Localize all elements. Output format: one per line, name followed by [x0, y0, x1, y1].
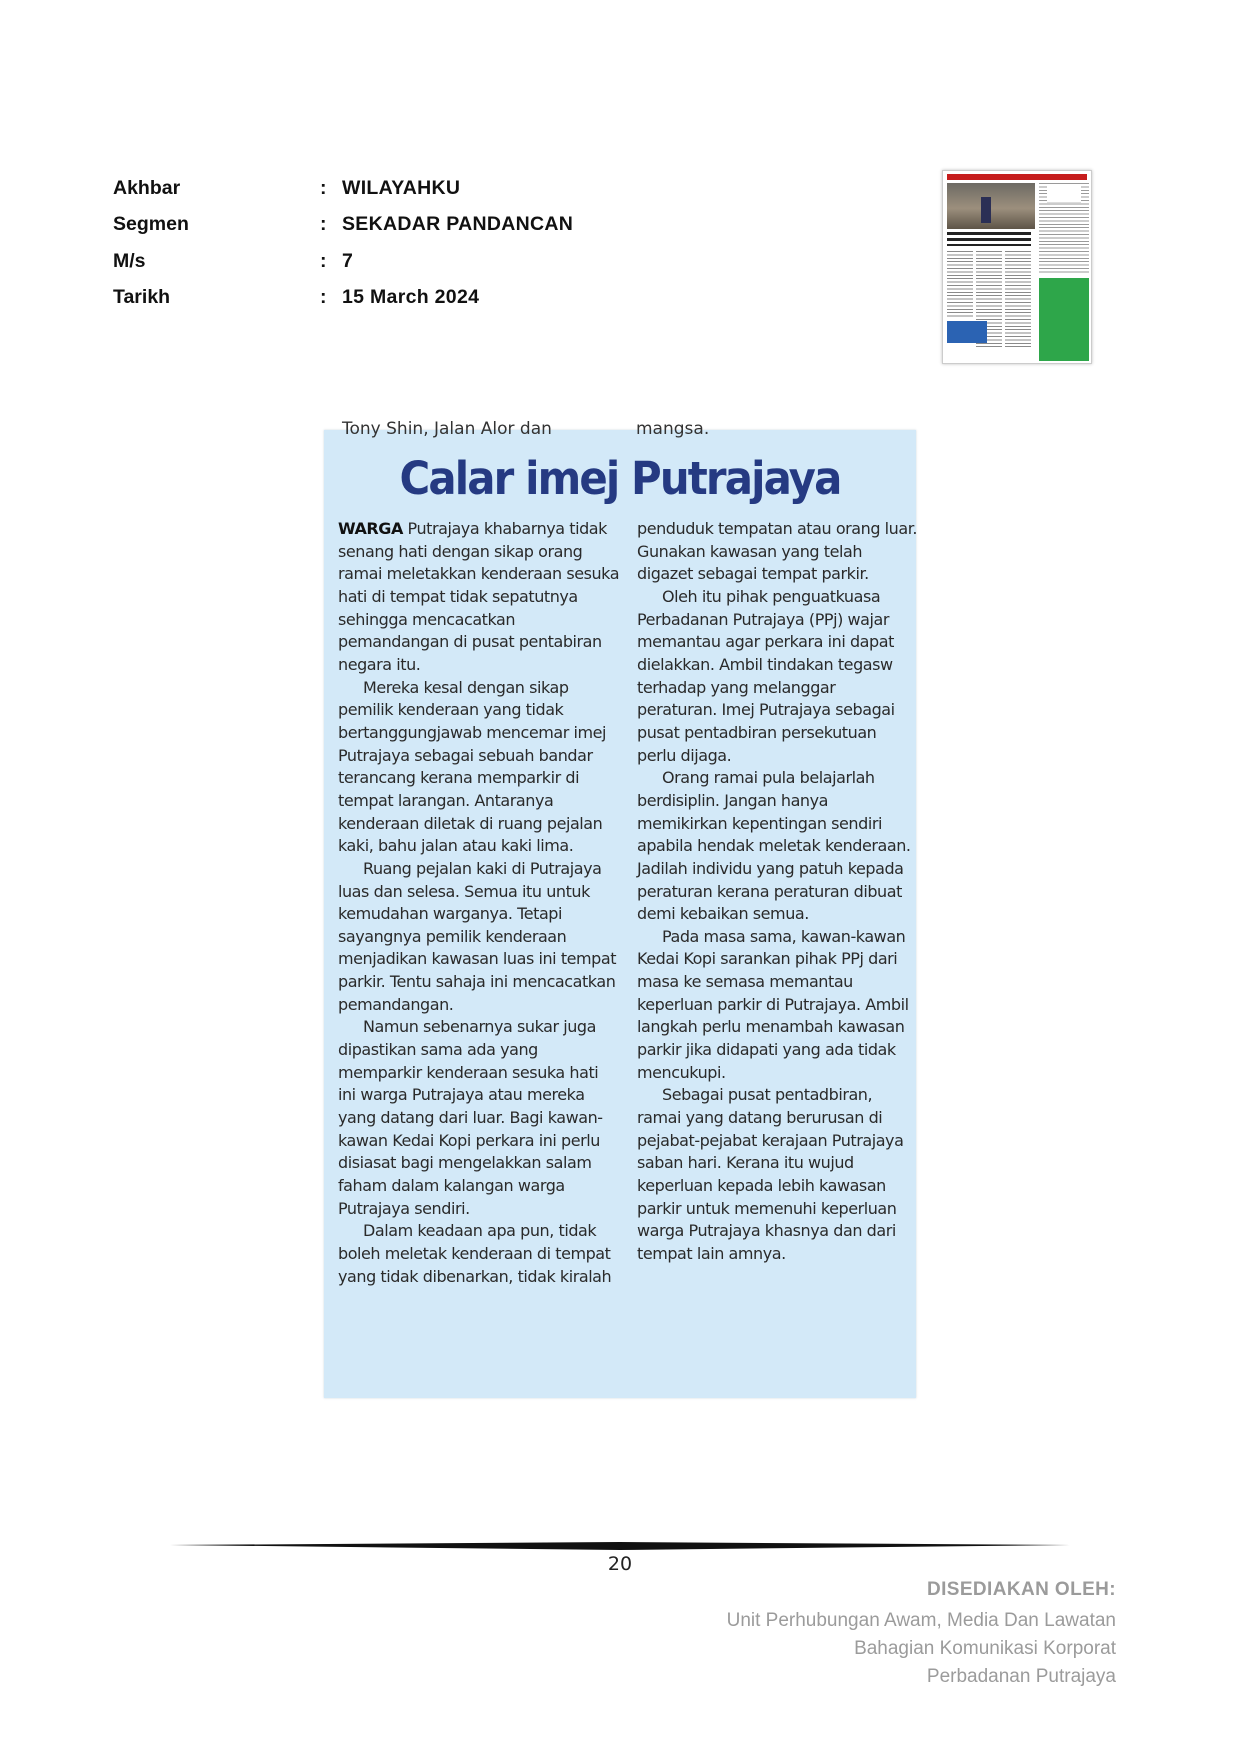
footer-divider-line [170, 1542, 1070, 1550]
prepared-by-title: DISEDIAKAN OLEH: [926, 1579, 1116, 1600]
cut-off-text-right: mangsa. [636, 419, 710, 439]
prepared-by-line: Unit Perhubungan Awam, Media Dan Lawatan [726, 1610, 1116, 1631]
thumbnail-text-column [947, 251, 973, 317]
thumbnail-masthead [947, 174, 1087, 180]
thumbnail-headline [947, 232, 1031, 246]
thumbnail-photo [947, 183, 1035, 229]
meta-label: Segmen [113, 213, 189, 236]
article-paragraph: Orang ramai pula belajarlah berdisiplin. Jangan hanya memikirkan kepentingan sendiri apabila hendak meletak kenderaan. Jadilah individu yang patuh kepada peraturan kerana peraturan dibuat demi kebaikan semua. [637, 768, 911, 924]
article-headline: Calar imej Putrajaya [399, 452, 841, 505]
meta-colon: : [320, 286, 327, 309]
thumbnail-green-panel [1039, 278, 1089, 361]
meta-value: 7 [342, 249, 354, 272]
article-paragraph: Oleh itu pihak penguatkuasa Perbadanan Putrajaya (PPj) wajar memantau agar perkara ini dapat dielakkan. Ambil tindakan tegasw terhadap yang melanggar peraturan. Imej Putrajaya sebagai pusat pentadbiran persekutuan perlu dijaga. [637, 586, 895, 765]
prepared-by-line: Perbadanan Putrajaya [926, 1666, 1116, 1687]
meta-label: M/s [113, 249, 146, 272]
meta-label: Tarikh [113, 286, 171, 309]
newspaper-clipping [324, 419, 918, 1398]
cut-off-text-left: Tony Shin, Jalan Alor dan [342, 419, 552, 439]
meta-row-segmen [113, 207, 573, 244]
meta-row-tarikh [113, 280, 573, 317]
article-paragraph: Ruang pejalan kaki di Putrajaya luas dan selesa. Semua itu untuk kemudahan warganya. Tetapi sayangnya pemilik kenderaan menjadikan kawasan luas ini tempat parkir. Tentu sahaja ini mencacatkan pemandangan. [338, 858, 617, 1014]
prepared-by-block [727, 1579, 1116, 1691]
article-column-left [338, 518, 620, 1288]
thumbnail-advert [947, 321, 987, 343]
footer-divider [170, 1542, 1070, 1550]
meta-row-ms [113, 243, 573, 280]
thumbnail-logo [1047, 184, 1081, 203]
article-paragraph: Namun sebenarnya sukar juga dipastikan sama ada yang memparkir kenderaan sesuka hati ini warga Putrajaya atau mereka yang datang dari luar. Bagi kawan-kawan Kedai Kopi perkara ini perlu disiasat bagi mengelakkan salam faham dalam kalangan warga Putrajaya sendiri. [338, 1017, 603, 1218]
clipping-metadata [113, 170, 573, 316]
meta-value: WILAYAHKU [342, 176, 461, 199]
article-paragraph: Sebagai pusat pentadbiran, ramai yang datang berurusan di pejabat-pejabat kerajaan Putrajaya saban hari. Kerana itu wujud keperluan kepada lebih kawasan parkir untuk memenuhi keperluan warga Putrajaya khasnya dan dari tempat lain amnya. [637, 1085, 904, 1263]
newspaper-page-thumbnail [942, 170, 1092, 364]
thumbnail-text-column [1005, 251, 1031, 349]
article-column-right [637, 518, 919, 1266]
meta-colon: : [320, 213, 327, 236]
meta-colon: : [320, 249, 327, 272]
article-paragraph: Dalam keadaan apa pun, tidak boleh meletak kenderaan di tempat yang tidak dibenarkan, tidak kiralah [338, 1221, 612, 1286]
meta-row-akhbar [113, 170, 573, 207]
article-paragraph: penduduk tempatan atau orang luar. Gunakan kawasan yang telah digazet sebagai tempat parkir. [637, 519, 918, 584]
meta-label: Akhbar [113, 176, 181, 199]
meta-value: 15 March 2024 [342, 286, 480, 309]
article-paragraph: Pada masa sama, kawan-kawan Kedai Kopi sarankan pihak PPj dari masa ke semasa memantau keperluan parkir di Putrajaya. Ambil langkah perlu menambah kawasan parkir jika didapati yang ada tidak mencukupi. [637, 926, 909, 1082]
prepared-by-line: Bahagian Komunikasi Korporat [854, 1638, 1116, 1659]
paragraph-text: Putrajaya khabarnya tidak senang hati dengan sikap orang ramai meletakkan kenderaan sesuka hati di tempat tidak sepatutnya sehingga mencacatkan pemandangan di pusat pentabiran negara itu. [338, 519, 620, 674]
article-paragraph [338, 518, 620, 677]
article-paragraph: Mereka kesal dengan sikap pemilik kenderaan yang tidak bertanggungjawab mencemar imej Putrajaya sebagai sebuah bandar terancang kerana memparkir di tempat larangan. Antaranya kenderaan diletak di ruang pejalan kaki, bahu jalan atau kaki lima. [338, 677, 607, 856]
page-number: 20 [607, 1553, 633, 1575]
lead-word: WARGA [338, 519, 403, 538]
meta-colon: : [320, 176, 327, 199]
meta-value: SEKADAR PANDANCAN [342, 213, 574, 236]
